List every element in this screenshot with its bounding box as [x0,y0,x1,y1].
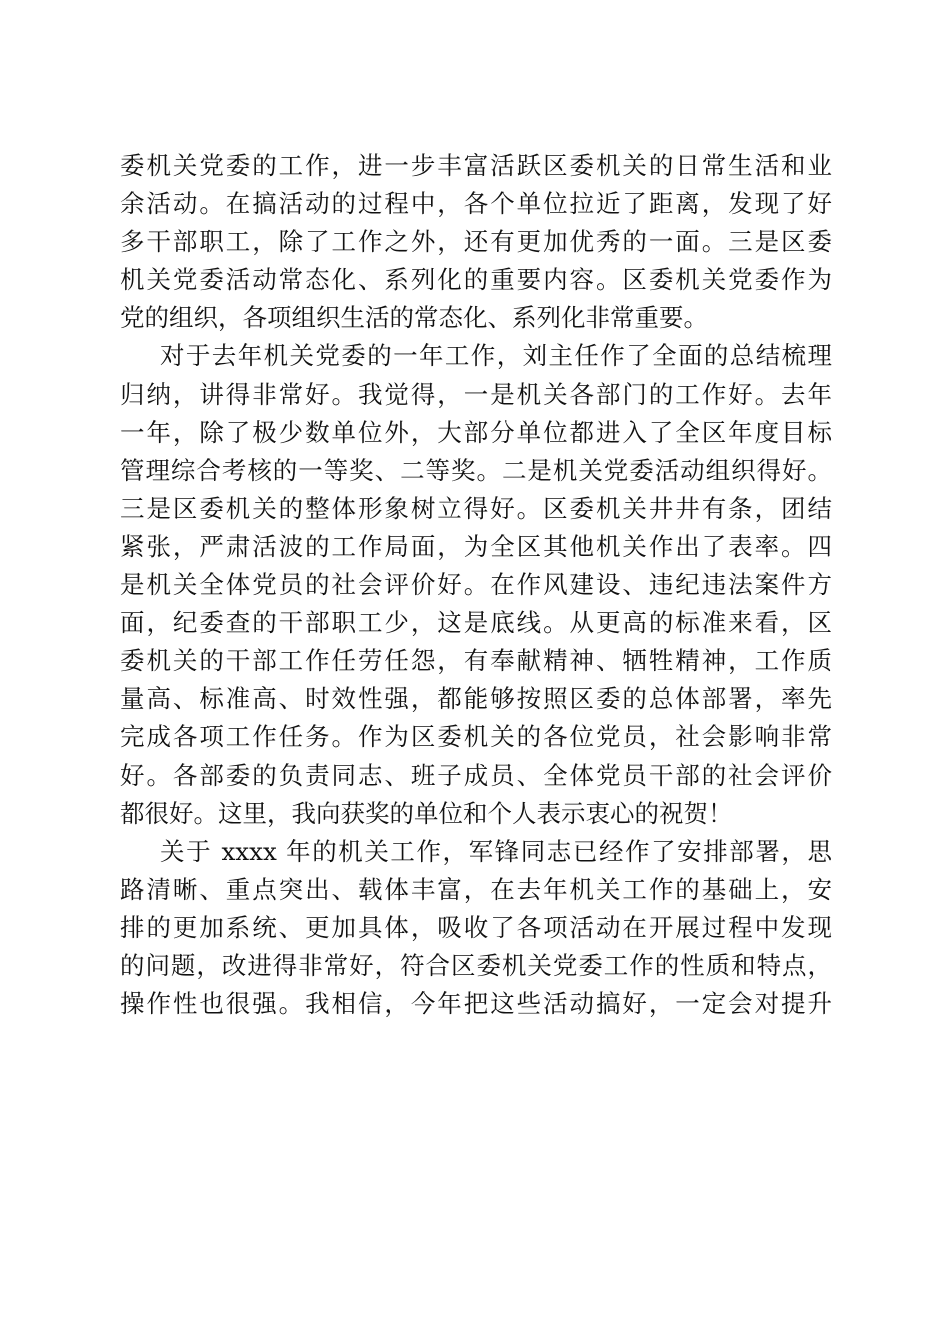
text-line: 三是区委机关的整体形象树立得好。区委机关井井有条，团结 [120,493,832,523]
text-line: 的问题，改进得非常好，符合区委机关党委工作的性质和特点， [120,950,832,980]
text-line: 管理综合考核的一等奖、二等奖。二是机关党委活动组织得好。 [120,455,832,485]
text-line: 委机关的干部工作任劳任怨，有奉献精神、牺牲精神，工作质 [120,646,832,676]
text-line: 党的组织，各项组织生活的常态化、系列化非常重要。 [120,303,708,333]
text-line: 量高、标准高、时效性强，都能够按照区委的总体部署，率先 [120,684,832,714]
text-line: 紧张，严肃活波的工作局面，为全区其他机关作出了表率。四 [120,531,832,561]
text-line: 好。各部委的负责同志、班子成员、全体党员干部的社会评价 [120,760,832,790]
text-line: 关于 xxxx 年的机关工作，军锋同志已经作了安排部署，思 [160,836,832,866]
text-line: 对于去年机关党委的一年工作，刘主任作了全面的总结梳理 [160,341,832,371]
text-line: 委机关党委的工作，进一步丰富活跃区委机关的日常生活和业 [120,151,832,180]
document-body [120,147,832,1023]
text-line: 多干部职工，除了工作之外，还有更加优秀的一面。三是区委 [120,227,832,257]
text-line: 完成各项工作任务。作为区委机关的各位党员，社会影响非常 [120,722,832,752]
text-line: 操作性也很强。我相信，今年把这些活动搞好，一定会对提升 [120,989,832,1019]
text-line: 排的更加系统、更加具体，吸收了各项活动在开展过程中发现 [120,912,832,942]
text-line: 是机关全体党员的社会评价好。在作风建设、违纪违法案件方 [120,570,832,600]
text-line: 余活动。在搞活动的过程中，各个单位拉近了距离，发现了好 [120,189,832,219]
text-line: 一年，除了极少数单位外，大部分单位都进入了全区年度目标 [120,417,832,447]
text-line: 归纳，讲得非常好。我觉得，一是机关各部门的工作好。去年 [120,379,832,409]
text-line: 都很好。这里，我向获奖的单位和个人表示衷心的祝贺！ [120,798,733,828]
text-line: 面，纪委查的干部职工少，这是底线。从更高的标准来看，区 [120,608,832,638]
text-line: 机关党委活动常态化、系列化的重要内容。区委机关党委作为 [120,265,832,295]
text-line: 路清晰、重点突出、载体丰富，在去年机关工作的基础上，安 [120,874,832,904]
